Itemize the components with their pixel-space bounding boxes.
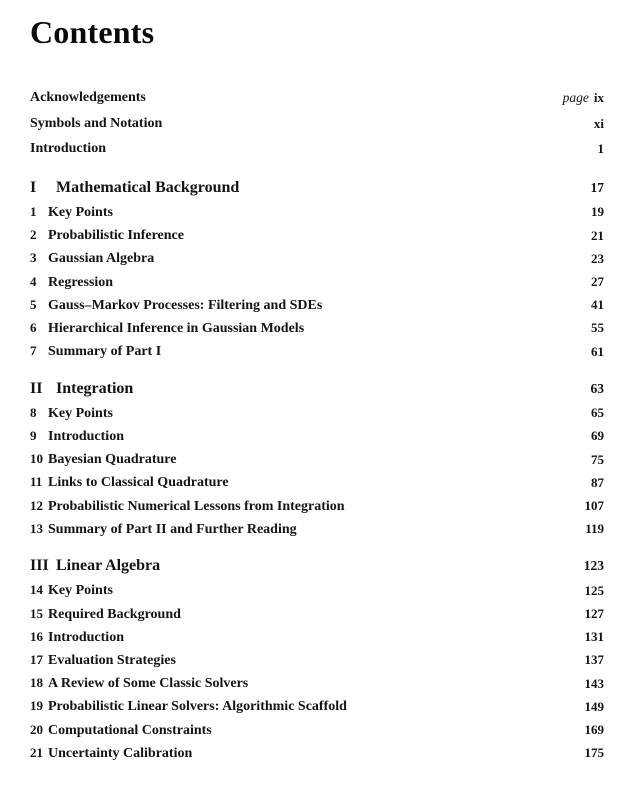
chapter-title: Introduction <box>48 629 124 645</box>
toc-chapter-entry <box>30 494 604 517</box>
toc-entry-label: Symbols and Notation <box>30 115 163 131</box>
chapter-number: 11 <box>30 474 43 490</box>
toc-front-matter-entry <box>30 85 604 111</box>
toc-chapter-entry <box>30 340 604 363</box>
toc-part-heading <box>30 175 604 201</box>
chapter-number: 12 <box>30 497 43 513</box>
page-word-label: page <box>562 89 589 105</box>
chapter-number: 13 <box>30 520 43 536</box>
toc-entry-pagenum: xi <box>593 115 604 131</box>
toc-entry-page <box>598 141 605 157</box>
chapter-number: 5 <box>30 296 37 312</box>
chapter-page: 75 <box>591 451 604 467</box>
chapter-number: 1 <box>30 203 37 219</box>
chapter-page: 119 <box>585 521 604 537</box>
chapter-title: Introduction <box>48 428 124 444</box>
toc-chapter-entry <box>30 471 604 494</box>
chapter-page: 127 <box>584 606 604 622</box>
part-section <box>30 553 604 765</box>
chapter-title: Summary of Part II and Further Reading <box>48 521 297 537</box>
chapter-page: 143 <box>584 675 604 691</box>
chapter-page: 27 <box>591 274 604 290</box>
part-title: Integration <box>56 379 134 397</box>
chapter-title: A Review of Some Classic Solvers <box>48 676 249 692</box>
toc-chapter-entry <box>30 649 604 672</box>
toc-entry-label: Introduction <box>30 141 106 157</box>
parts-section <box>30 175 604 765</box>
front-matter-section <box>30 85 604 162</box>
toc-chapter-entry <box>30 672 604 695</box>
chapter-number: 15 <box>30 605 43 621</box>
toc-chapter-entry <box>30 603 604 626</box>
toc-chapter-entry <box>30 201 604 224</box>
toc-entry-label: Acknowledgements <box>30 89 146 105</box>
chapter-title: Regression <box>48 274 114 290</box>
chapter-title: Uncertainty Calibration <box>48 745 193 761</box>
toc-chapter-entry <box>30 270 604 293</box>
chapter-page: 41 <box>591 297 604 313</box>
chapter-page: 107 <box>584 498 604 514</box>
chapter-number: 20 <box>30 721 43 737</box>
part-numeral: I <box>30 178 37 196</box>
chapter-title: Gauss–Markov Processes: Filtering and SDEs <box>48 297 323 313</box>
chapter-page: 61 <box>591 343 604 359</box>
chapter-number: 4 <box>30 273 37 289</box>
chapter-number: 8 <box>30 404 37 420</box>
chapter-page: 131 <box>584 629 604 645</box>
chapter-title: Probabilistic Inference <box>48 228 184 244</box>
chapter-page: 69 <box>591 428 604 444</box>
part-numeral: III <box>30 557 49 575</box>
chapter-page: 55 <box>591 320 604 336</box>
chapter-page: 169 <box>584 722 604 738</box>
part-section <box>30 175 604 363</box>
chapter-number: 18 <box>30 675 43 691</box>
toc-part-heading <box>30 376 604 402</box>
toc-chapter-entry <box>30 425 604 448</box>
part-page: 123 <box>583 558 604 574</box>
toc-chapter-entry <box>30 247 604 270</box>
chapter-number: 19 <box>30 698 43 714</box>
chapter-page: 125 <box>584 582 604 598</box>
part-page: 17 <box>590 179 604 195</box>
chapter-number: 14 <box>30 582 43 598</box>
toc-part-heading <box>30 553 604 579</box>
chapter-title: Hierarchical Inference in Gaussian Models <box>48 320 305 336</box>
toc-chapter-entry <box>30 317 604 340</box>
chapter-title: Probabilistic Linear Solvers: Algorithmic Scaffold <box>48 699 347 715</box>
chapter-number: 6 <box>30 319 37 335</box>
chapter-number: 17 <box>30 651 43 667</box>
chapter-title: Required Background <box>48 606 181 622</box>
chapter-page: 87 <box>591 474 604 490</box>
chapter-title: Gaussian Algebra <box>48 251 155 267</box>
toc-chapter-entry <box>30 518 604 541</box>
chapter-page: 19 <box>591 204 604 220</box>
page-title: Contents <box>30 14 155 50</box>
part-page: 63 <box>590 380 604 396</box>
chapter-title: Links to Classical Quadrature <box>48 475 229 491</box>
toc-chapter-entry <box>30 294 604 317</box>
toc-front-matter-entry <box>30 111 604 137</box>
chapter-number: 2 <box>30 227 37 243</box>
chapter-page: 137 <box>584 652 604 668</box>
toc-front-matter-entry <box>30 137 604 163</box>
chapter-number: 21 <box>30 744 43 760</box>
toc-chapter-entry <box>30 579 604 602</box>
chapter-page: 175 <box>584 745 604 761</box>
chapter-number: 9 <box>30 427 37 443</box>
table-of-contents <box>30 85 604 765</box>
chapter-number: 10 <box>30 451 43 467</box>
chapter-number: 3 <box>30 250 37 266</box>
toc-chapter-entry <box>30 224 604 247</box>
chapter-page: 149 <box>584 698 604 714</box>
toc-chapter-entry <box>30 448 604 471</box>
toc-chapter-entry <box>30 742 604 765</box>
toc-entry-pagenum: ix <box>593 89 604 105</box>
chapter-page: 65 <box>591 405 604 421</box>
chapter-title: Key Points <box>48 405 113 421</box>
part-section <box>30 376 604 541</box>
toc-entry-page <box>563 90 604 106</box>
part-title: Linear Algebra <box>56 557 161 575</box>
toc-entry-pagenum: 1 <box>597 141 604 157</box>
chapter-number: 16 <box>30 628 43 644</box>
chapter-title: Bayesian Quadrature <box>48 452 177 468</box>
part-numeral: II <box>30 379 43 397</box>
toc-chapter-entry <box>30 718 604 741</box>
toc-chapter-entry <box>30 695 604 718</box>
chapter-title: Key Points <box>48 204 113 220</box>
chapter-number: 7 <box>30 343 37 359</box>
chapter-title: Probabilistic Numerical Lessons from Integration <box>48 498 345 514</box>
chapter-page: 21 <box>591 227 604 243</box>
chapter-title: Computational Constraints <box>48 722 212 738</box>
part-title: Mathematical Background <box>56 178 240 196</box>
toc-chapter-entry <box>30 402 604 425</box>
chapter-title: Key Points <box>48 583 113 599</box>
chapter-page: 23 <box>591 250 604 266</box>
chapter-title: Summary of Part I <box>48 344 162 360</box>
toc-chapter-entry <box>30 626 604 649</box>
chapter-title: Evaluation Strategies <box>48 652 176 668</box>
toc-entry-page <box>594 116 604 132</box>
